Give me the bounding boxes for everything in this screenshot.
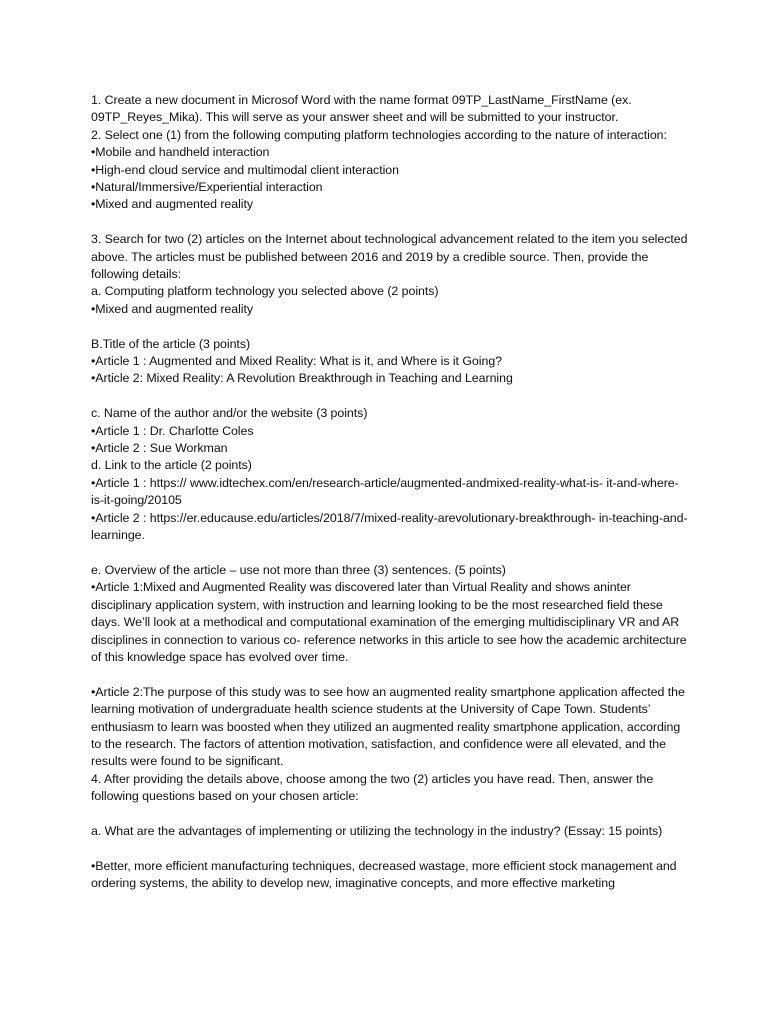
instruction-step-2: 2. Select one (1) from the following computing platform technologies according to the nature of interaction:	[91, 127, 667, 142]
item-a-answer: •Mixed and augmented reality	[91, 301, 254, 316]
paragraph-gap	[91, 666, 691, 683]
paragraph-gap	[91, 806, 691, 823]
item-c-label: c. Name of the author and/or the website (3 points)	[91, 406, 368, 421]
paragraph-gap	[91, 840, 691, 857]
paragraph-gap	[91, 388, 691, 405]
instruction-step-3: 3. Search for two (2) articles on the Internet about technological advancement related to the item you selected above. The articles must be published between 2016 and 2019 by a credible source. Then, provide the following details:	[91, 232, 688, 282]
paragraph-gap	[91, 318, 691, 335]
question-a: a. What are the advantages of implementing or utilizing the technology in the industry? (Essay: 15 points)	[91, 823, 663, 838]
item-b-article-1: •Article 1 : Augmented and Mixed Reality: What is it, and Where is it Going?	[91, 354, 502, 369]
item-e-article-1: •Article 1:Mixed and Augmented Reality was discovered later than Virtual Reality and shows aninter disciplinary application system, with instruction and learning looking to be the most researched field these days. We’ll look at a methodical and computational examination of the emerging multidisciplinary VR and AR disciplines in connection to various co- reference networks in this article to see how the academic architecture of this knowledge space has evolved over time.	[91, 580, 687, 664]
item-c-article-1: •Article 1 : Dr. Charlotte Coles	[91, 423, 254, 438]
option-item: •Natural/Immersive/Experiential interaction	[91, 180, 323, 195]
item-e-label: e. Overview of the article – use not more than three (3) sentences. (5 points)	[91, 562, 506, 577]
document-body	[91, 92, 691, 893]
option-item: •Mobile and handheld interaction	[91, 145, 270, 160]
item-b-article-2: •Article 2: Mixed Reality: A Revolution Breakthrough in Teaching and Learning	[91, 371, 513, 386]
paragraph-gap	[91, 214, 691, 231]
option-item: •High-end cloud service and multimodal client interaction	[91, 162, 399, 177]
option-item: •Mixed and augmented reality	[91, 197, 254, 212]
item-b-label: B.Title of the article (3 points)	[91, 336, 251, 351]
item-d-label: d. Link to the article (2 points)	[91, 458, 252, 473]
item-d-article-2: •Article 2 : https://er.educause.edu/articles/2018/7/mixed-reality-arevolutionary-breakthrough- in-teaching-and-learninge.	[91, 510, 688, 543]
question-a-answer: •Better, more efficient manufacturing techniques, decreased wastage, more efficient stock management and ordering systems, the ability to develop new, imaginative concepts, and more effective marketing	[91, 858, 677, 891]
item-d-article-1: •Article 1 : https:// www.idtechex.com/en/research-article/augmented-andmixed-reality-what-is- it-and-where-is-it-going/20105	[91, 475, 679, 508]
item-e-article-2: •Article 2:The purpose of this study was to see how an augmented reality smartphone application affected the learning motivation of undergraduate health science students at the University of Cape Town. Students’ enthusiasm to learn was boosted when they utilized an augmented reality smartphone application, according to the research. The factors of attention motivation, satisfaction, and confidence were all elevated, and the results were found to be significant.	[91, 684, 685, 769]
paragraph-gap	[91, 545, 691, 562]
instruction-step-1: 1. Create a new document in Microsof Word with the name format 09TP_LastName_FirstName (ex. 09TP_Reyes_Mika). This will serve as your answer sheet and will be submitted to your instructor.	[91, 93, 632, 125]
item-a-label: a. Computing platform technology you selected above (2 points)	[91, 284, 439, 299]
instruction-step-4: 4. After providing the details above, choose among the two (2) articles you have read. Then, answer the following questions based on your chosen article:	[91, 771, 654, 804]
item-c-article-2: •Article 2 : Sue Workman	[91, 441, 228, 456]
